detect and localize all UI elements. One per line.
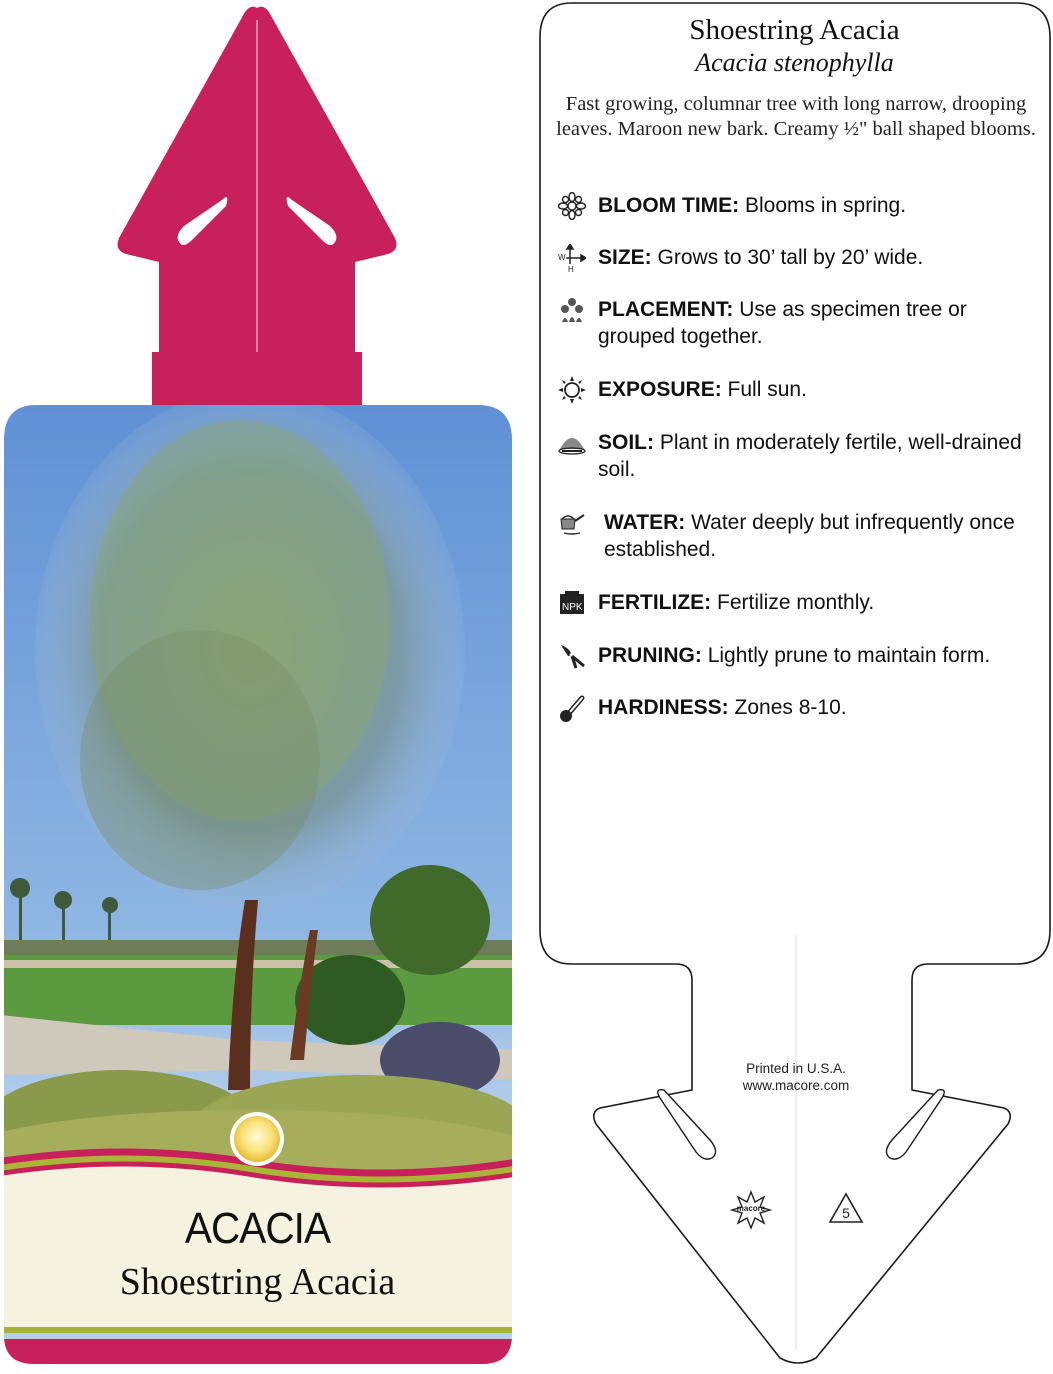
care-text: Water deeply but infrequently once established. (604, 511, 1015, 561)
care-text: Grows to 30’ tall by 20’ wide. (657, 246, 924, 269)
care-label: EXPOSURE: (598, 378, 722, 401)
watering-can-icon (558, 509, 586, 537)
back-common-name: Shoestring Acacia (689, 14, 900, 46)
recycle-number: 5 (842, 1205, 850, 1221)
care-label: PRUNING: (598, 644, 702, 667)
front-tag (0, 0, 520, 1369)
sun-outline-icon (558, 376, 586, 404)
front-tag-shape (0, 0, 520, 1369)
care-label: HARDINESS: (598, 696, 729, 719)
care-text: Plant in moderately fertile, well-drained soil. (598, 431, 1022, 481)
macore-logo-text: macore (736, 1204, 766, 1213)
plant-description: Fast growing, columnar tree with long narrow, drooping leaves. Maroon new bark. Creamy ½" ball shaped blooms. (556, 93, 1036, 140)
front-genus: ACACIA (184, 1204, 331, 1253)
npk-fertilizer-icon (558, 589, 586, 617)
soil-mound-icon (558, 429, 586, 457)
front-common-name: Shoestring Acacia (119, 1261, 396, 1303)
care-label: SOIL: (598, 431, 654, 454)
care-label: FERTILIZE: (598, 591, 712, 614)
svg-text:W: W (558, 253, 566, 262)
care-label: PLACEMENT: (598, 298, 734, 321)
care-label: BLOOM TIME: (598, 194, 740, 217)
care-label: SIZE: (598, 246, 652, 269)
website-url: www.macore.com (742, 1078, 850, 1093)
plants-group-icon (558, 296, 586, 324)
care-text: Blooms in spring. (745, 194, 907, 217)
full-sun-icon (230, 1112, 284, 1166)
printed-info (696, 1060, 896, 1094)
care-text: Use as specimen tree or grouped together. (598, 298, 967, 348)
back-tag (536, 0, 1053, 1369)
care-text: Fertilize monthly. (717, 591, 875, 614)
size-arrows-icon (558, 244, 586, 272)
flower-icon (558, 192, 586, 220)
care-text: Zones 8-10. (734, 696, 847, 719)
thermometer-icon (558, 694, 586, 722)
care-text: Full sun. (727, 378, 807, 401)
svg-text:H: H (568, 265, 574, 272)
pruning-shears-icon (558, 642, 586, 670)
back-botanical-name: Acacia stenophylla (695, 48, 894, 77)
care-label: WATER: (604, 511, 686, 534)
care-text: Lightly prune to maintain form. (707, 644, 991, 667)
printed-in: Printed in U.S.A. (746, 1061, 846, 1076)
svg-text:NPK: NPK (562, 602, 583, 613)
